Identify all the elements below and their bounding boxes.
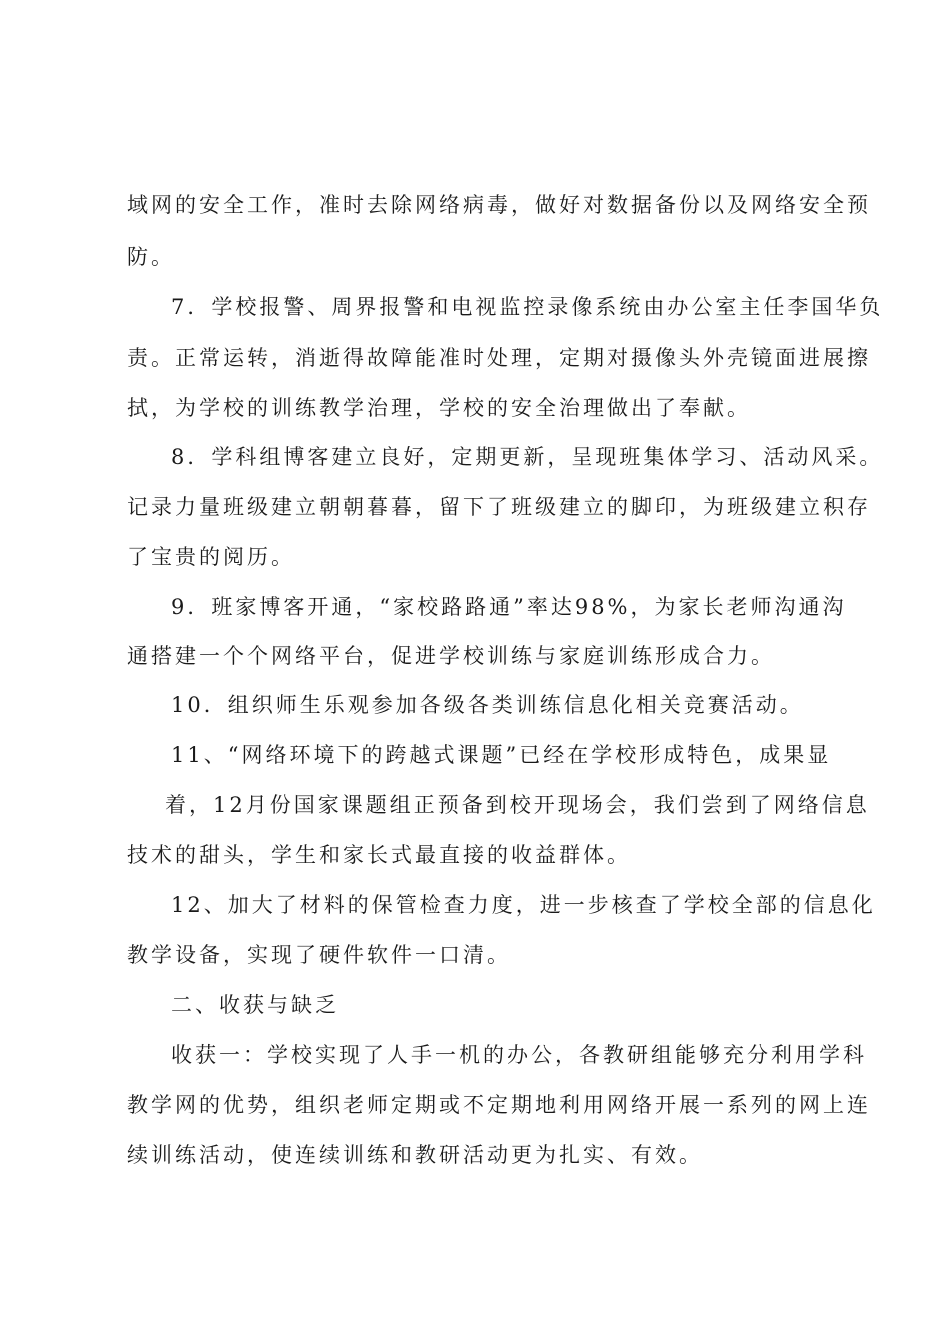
text-line: 8．学科组博客建立良好，定期更新，呈现班集体学习、活动风采。 [171,445,884,469]
text-line: 教学设备，实现了硬件软件一口清。 [127,943,511,967]
text-line: 9．班家博客开通，“家校路路通”率达98%，为家长老师沟通沟 [171,595,847,619]
text-line: 记录力量班级建立朝朝暮暮，留下了班级建立的脚印，为班级建立积存 [127,495,871,519]
section-heading: 二、收获与缺乏 [171,993,339,1017]
text-line: 教学网的优势，组织老师定期或不定期地利用网络开展一系列的网上连 [127,1093,871,1117]
text-line: 着，12月份国家课题组正预备到校开现场会，我们尝到了网络信息 [165,793,870,817]
text-line: 12、加大了材料的保管检查力度，进一步核查了学校全部的信息化 [171,893,876,917]
text-line: 责。正常运转，消逝得故障能准时处理，定期对摄像头外壳镜面进展擦 [127,346,871,370]
text-line: 收获一：学校实现了人手一机的办公，各教研组能够充分利用学科 [171,1043,867,1067]
text-line: 拭，为学校的训练教学治理，学校的安全治理做出了奉献。 [127,396,751,420]
text-line: 了宝贵的阅历。 [127,545,295,569]
text-line: 11、“网络环境下的跨越式课题”已经在学校形成特色，成果显 [171,743,832,767]
text-line: 7．学校报警、周界报警和电视监控录像系统由办公室主任李国华负 [171,295,884,319]
text-line: 防。 [127,245,175,269]
text-line: 技术的甜头，学生和家长式最直接的收益群体。 [127,843,631,867]
text-line: 10．组织师生乐观参加各级各类训练信息化相关竞赛活动。 [171,693,804,717]
text-line: 域网的安全工作，准时去除网络病毒，做好对数据备份以及网络安全预 [127,193,871,217]
text-line: 通搭建一个个网络平台，促进学校训练与家庭训练形成合力。 [127,644,775,668]
text-line: 续训练活动，使连续训练和教研活动更为扎实、有效。 [127,1143,703,1167]
